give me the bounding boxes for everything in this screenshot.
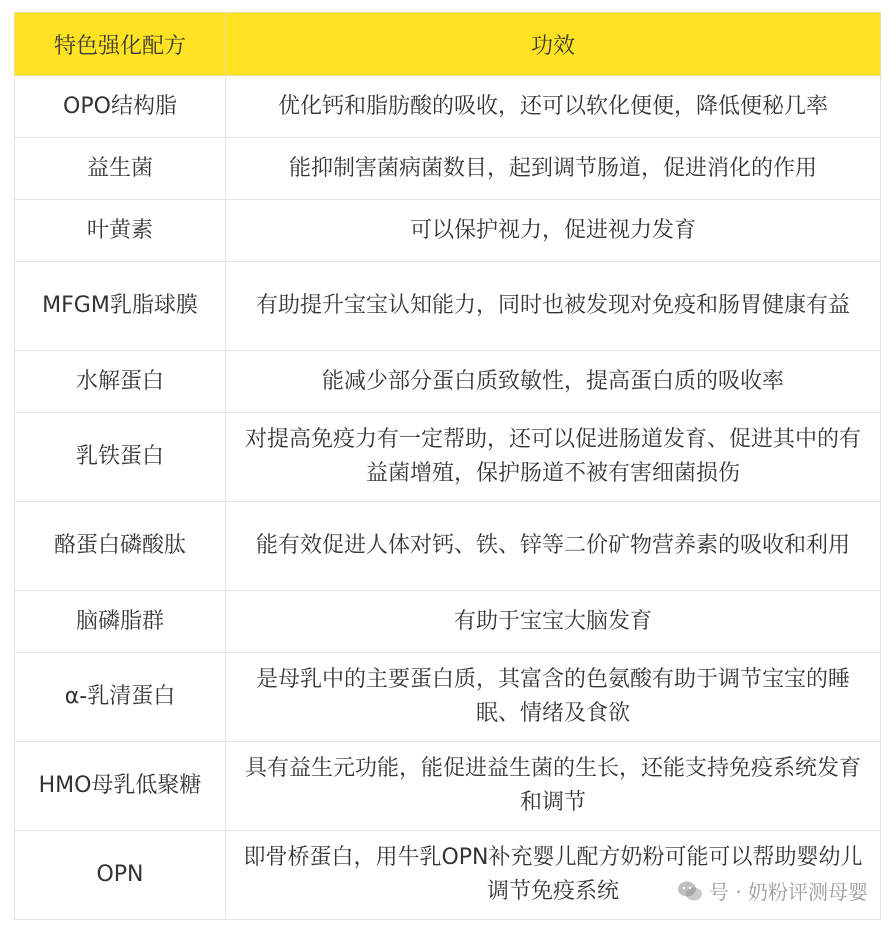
effect-cell: 可以保护视力，促进视力发育: [226, 200, 881, 262]
ingredient-cell: HMO母乳低聚糖: [15, 742, 226, 831]
table-row: [15, 742, 881, 831]
ingredient-cell: 脑磷脂群: [15, 591, 226, 653]
table-row: [15, 351, 881, 413]
ingredient-cell: OPO结构脂: [15, 76, 226, 138]
effect-cell: 是母乳中的主要蛋白质，其富含的色氨酸有助于调节宝宝的睡眠、情绪及食欲: [226, 653, 881, 742]
table-header-row: [15, 13, 881, 76]
ingredient-cell: 叶黄素: [15, 200, 226, 262]
table-row: [15, 413, 881, 502]
effect-cell: 具有益生元功能，能促进益生菌的生长，还能支持免疫系统发育和调节: [226, 742, 881, 831]
table-row: [15, 138, 881, 200]
watermark-text: 号 · 奶粉评测母婴: [708, 880, 868, 904]
effect-cell: 能减少部分蛋白质致敏性，提高蛋白质的吸收率: [226, 351, 881, 413]
header-ingredient: 特色强化配方: [15, 13, 226, 76]
ingredient-cell: 益生菌: [15, 138, 226, 200]
effect-cell: 对提高免疫力有一定帮助，还可以促进肠道发育、促进其中的有益菌增殖，保护肠道不被有害细菌损伤: [226, 413, 881, 502]
effect-cell: 有助于宝宝大脑发育: [226, 591, 881, 653]
ingredient-cell: 水解蛋白: [15, 351, 226, 413]
ingredient-cell: MFGM乳脂球膜: [15, 262, 226, 351]
effect-cell: 即骨桥蛋白，用牛乳OPN补充婴儿配方奶粉可能可以帮助婴幼儿调节免疫系统: [226, 831, 881, 920]
ingredient-cell: 乳铁蛋白: [15, 413, 226, 502]
formula-table: [14, 12, 881, 920]
formula-table-container: [14, 12, 880, 920]
effect-cell: 能有效促进人体对钙、铁、锌等二价矿物营养素的吸收和利用: [226, 502, 881, 591]
table-row: [15, 262, 881, 351]
effect-cell: 有助提升宝宝认知能力，同时也被发现对免疫和肠胃健康有益: [226, 262, 881, 351]
table-row: [15, 653, 881, 742]
effect-cell: 优化钙和脂肪酸的吸收，还可以软化便便，降低便秘几率: [226, 76, 881, 138]
header-effect: 功效: [226, 13, 881, 76]
table-row: [15, 591, 881, 653]
table-row: [15, 831, 881, 920]
ingredient-cell: α-乳清蛋白: [15, 653, 226, 742]
table-row: [15, 200, 881, 262]
table-row: [15, 502, 881, 591]
effect-cell: 能抑制害菌病菌数目，起到调节肠道，促进消化的作用: [226, 138, 881, 200]
table-row: [15, 76, 881, 138]
ingredient-cell: 酪蛋白磷酸肽: [15, 502, 226, 591]
ingredient-cell: OPN: [15, 831, 226, 920]
